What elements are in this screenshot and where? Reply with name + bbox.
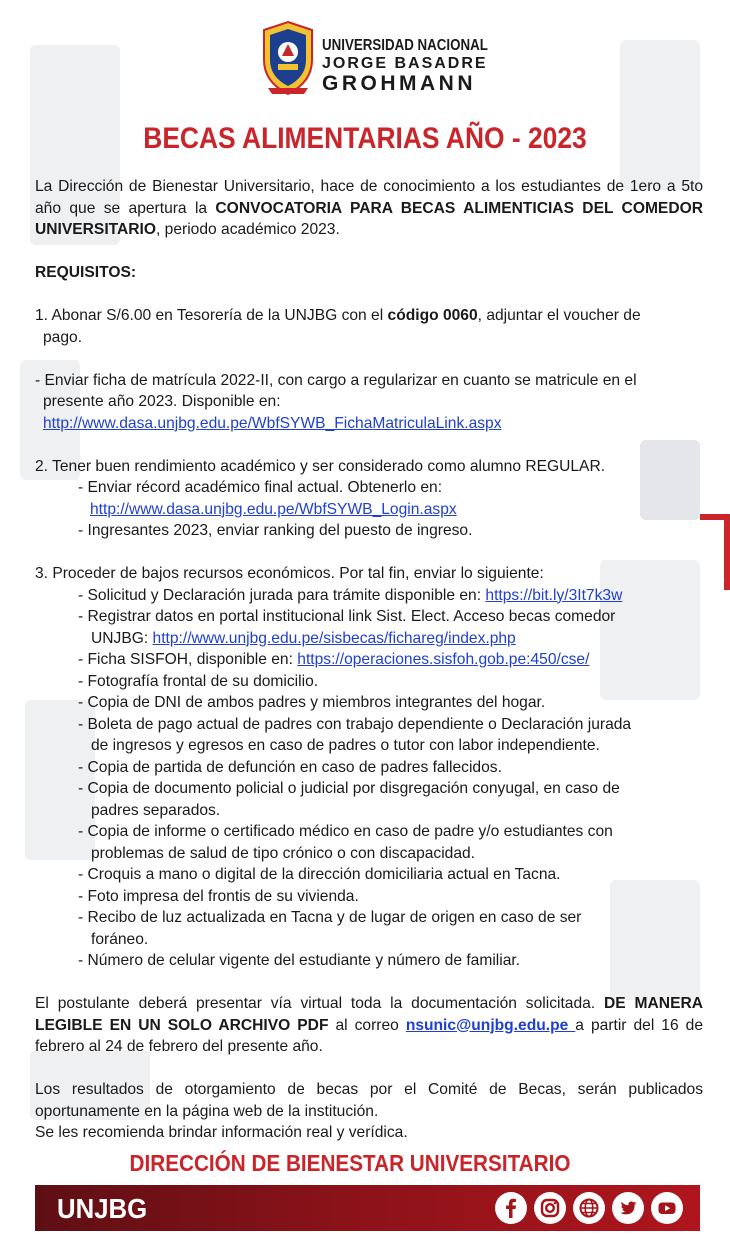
youtube-icon[interactable] [651, 1192, 683, 1224]
requirement-3-item-cont [35, 843, 703, 865]
university-name-line3: GROHMANN [322, 71, 476, 95]
contact-email-link[interactable]: nsunic@unjbg.edu.pe [405, 1016, 576, 1034]
record-academico-link[interactable]: http://www.dasa.unjbg.edu.pe/WbfSYWB_Login.aspx [90, 500, 457, 518]
requirement-3: 3. Proceder de bajos recursos económicos. Por tal fin, enviar lo siguiente: [35, 565, 544, 582]
footer-bar [35, 1185, 700, 1231]
requirement-3-item-text: - Fotografía frontal de su domicilio. [78, 672, 319, 690]
requirement-3-item-text: problemas de salud de tipo crónico o con discapacidad. [91, 844, 476, 862]
requirement-3-item-text: foráneo. [91, 930, 149, 948]
requirement-3-item-text: - Copia de documento policial o judicial por disgregación conyugal, en caso de [78, 780, 620, 797]
requirement-3-item-link[interactable]: https://bit.ly/3It7k3w [485, 586, 623, 604]
requirement-1-cont: pago. [43, 328, 83, 346]
requirement-3-item [35, 907, 703, 929]
requirement-3-item-link[interactable]: https://operaciones.sisfoh.gob.pe:450/cse/ [297, 651, 590, 668]
requirement-3-item-cont [35, 735, 703, 757]
requirement-3-item-text: - Copia de partida de defunción en caso de padres fallecidos. [78, 758, 502, 776]
requirement-3-item-text: - Solicitud y Declaración jurada para trámite disponible en: [78, 586, 486, 604]
instagram-icon[interactable] [534, 1192, 566, 1224]
requirement-3-item-text: - Ficha SISFOH, disponible en: [78, 651, 298, 668]
university-name-line2: JORGE BASADRE [322, 54, 488, 72]
requirement-1: 1. Abonar S/6.00 en Tesorería de la UNJBG con el código 0060, adjuntar el voucher de [35, 307, 641, 324]
requirement-3-item [35, 714, 703, 736]
page-title: BECAS ALIMENTARIAS AÑO - 2023 [143, 122, 587, 155]
requirement-3-item [35, 864, 703, 886]
requirement-2-sub1: - Enviar récord académico final actual. Obtenerlo en: [78, 479, 443, 496]
twitter-icon[interactable] [612, 1192, 644, 1224]
web-icon[interactable] [573, 1192, 605, 1224]
requirements-heading: REQUISITOS: [35, 264, 137, 281]
university-seal-icon [258, 20, 318, 96]
requirement-3-item [35, 606, 703, 628]
footer-brand: UNJBG [57, 1193, 148, 1224]
requirement-3-item-text: - Número de celular vigente del estudiante y número de familiar. [78, 952, 521, 969]
results-paragraph: Los resultados de otorgamiento de becas por el Comité de Becas, serán publicados oportunamente en la página web de la institución. [35, 1081, 703, 1120]
requirement-2: 2. Tener buen rendimiento académico y ser considerado como alumno REGULAR. [35, 457, 606, 475]
requirement-3-list [35, 585, 703, 972]
requirement-3-item-text: de ingresos y egresos en caso de padres o tutor con labor independiente. [91, 737, 600, 754]
requirement-3-item-link[interactable]: http://www.unjbg.edu.pe/sisbecas/fichareg/index.php [152, 629, 516, 647]
requirement-2-sub2: - Ingresantes 2023, enviar ranking del puesto de ingreso. [78, 522, 473, 539]
requirement-3-item-text: - Copia de DNI de ambos padres y miembros integrantes del hogar. [78, 694, 546, 711]
facebook-icon[interactable] [495, 1192, 527, 1224]
recommendation-text: Se les recomienda brindar información real y verídica. [35, 1124, 408, 1141]
background-shape [620, 40, 700, 190]
requirement-3-item [35, 821, 703, 843]
requirement-3-item-text: - Foto impresa del frontis de su vivienda. [78, 887, 359, 905]
requirement-3-item [35, 950, 703, 972]
requirement-3-item [35, 585, 703, 607]
university-logo [258, 20, 588, 100]
requirement-3-item-text: UNJBG: [91, 629, 153, 647]
requirement-3-item [35, 757, 703, 779]
university-name-line1: UNIVERSIDAD NACIONAL [322, 37, 488, 54]
requirement-1b-cont: presente año 2023. Disponible en: [43, 393, 281, 410]
ficha-matricula-link[interactable]: http://www.dasa.unjbg.edu.pe/WbfSYWB_FichaMatriculaLink.aspx [43, 414, 502, 432]
requirement-3-item [35, 649, 703, 671]
requirement-3-item-cont [35, 929, 703, 951]
requirement-3-item-text: - Registrar datos en portal institucional link Sist. Elect. Acceso becas comedor [78, 608, 616, 625]
requirement-3-item [35, 886, 703, 908]
footer-title: DIRECCIÓN DE BIENESTAR UNIVERSITARIO [129, 1150, 571, 1176]
closing-paragraph: El postulante deberá presentar vía virtual toda la documentación solicitada. DE MANERA LEGIBLE EN UN SOLO ARCHIVO PDF al correo nsunic@unjbg.edu.pe a partir del 16 de febrero al 24 de febrero del presente año. [35, 995, 703, 1055]
requirement-3-item-text: - Croquis a mano o digital de la dirección domiciliaria actual en Tacna. [78, 866, 561, 883]
requirement-3-item-text: - Copia de informe o certificado médico en caso de padre y/o estudiantes con [78, 823, 613, 840]
requirement-3-item [35, 671, 703, 693]
requirement-3-item-cont [35, 800, 703, 822]
requirement-3-item-text: - Boleta de pago actual de padres con trabajo dependiente o Declaración jurada [78, 715, 632, 733]
requirement-3-item-text: padres separados. [91, 801, 221, 819]
intro-paragraph: La Dirección de Bienestar Universitario, hace de conocimiento a los estudiantes de 1ero a 5to año que se apertura la CONVOCATORIA PARA BECAS ALIMENTICIAS DEL COMEDOR UNIVERSITARIO, periodo académico 2023. [35, 178, 703, 238]
announcement-body [35, 176, 703, 1144]
requirement-1b: - Enviar ficha de matrícula 2022-II, con cargo a regularizar en cuanto se matricule en el [35, 371, 637, 389]
requirement-3-item [35, 692, 703, 714]
requirement-3-item-cont [35, 628, 703, 650]
requirement-3-item [35, 778, 703, 800]
requirement-3-item-text: - Recibo de luz actualizada en Tacna y de lugar de origen en caso de ser [78, 909, 582, 926]
